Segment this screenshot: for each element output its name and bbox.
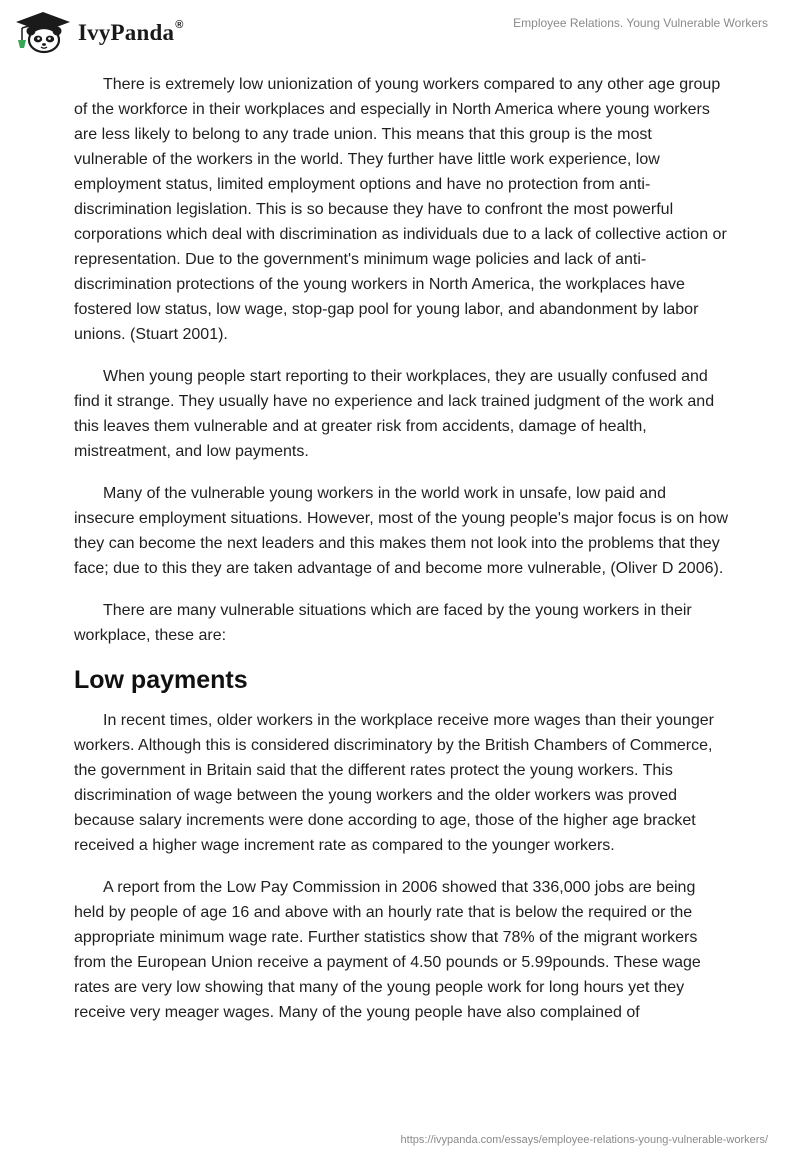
- paragraph: Many of the vulnerable young workers in the world work in unsafe, low paid and insecure employment situations. However, most of the young people's major focus is on how they can become the next leaders and this makes them not look into the problems that they face; due to this they are taken advantage of and become more vulnerable, (Oliver D 2006).: [74, 485, 729, 577]
- paragraph: A report from the Low Pay Commission in 2006 showed that 336,000 jobs are being held by people of age 16 and above with an hourly rate that is below the required or the appropriate minimum wage rate. Further statistics show that 78% of the migrant workers from the European Union receive a payment of 4.50 pounds or 5.99pounds. These wage rates are very low showing that many of the young people work for long hours yet they receive very meager wages. Many of the young people have also complained of: [74, 879, 701, 1021]
- source-url[interactable]: https://ivypanda.com/essays/employee-relations-young-vulnerable-workers/: [400, 1134, 768, 1146]
- paragraph: There is extremely low unionization of young workers compared to any other age group of the workforce in their workplaces and especially in North America where young workers are less likely to belong to any trade union. This means that this group is the most vulnerable of the workers in the world. They further have little work experience, low employment status, limited employment options and have no protection from anti-discrimination legislation. This is so because they have to confront the most powerful corporations which deal with discrimination as individuals due to a lack of collective action or representation. Due to the government's minimum wage policies and lack of anti-discrimination protections of the young workers in North America, the workplaces have fostered low status, low wage, stop-gap pool for young labor, and abandonment by labor unions. (Stuart 2001).: [74, 76, 727, 343]
- panda-graduate-icon: [14, 10, 72, 54]
- paragraph: When young people start reporting to their workplaces, they are usually confused and find it strange. They usually have no experience and lack trained judgment of the work and this leaves them vulnerable and at greater risk from accidents, damage of health, mistreatment, and low payments.: [74, 368, 715, 460]
- brand-name: IvyPanda®: [78, 18, 184, 45]
- page-header: [0, 0, 800, 66]
- document-title: Employee Relations. Young Vulnerable Workers: [513, 16, 768, 30]
- paragraph: There are many vulnerable situations which are faced by the young workers in their workplace, these are:: [74, 602, 692, 644]
- section-heading: Low payments: [74, 666, 248, 694]
- article-body: [74, 72, 730, 1042]
- ivypanda-logo[interactable]: [14, 10, 184, 54]
- paragraph: In recent times, older workers in the workplace receive more wages than their younger workers. Although this is considered discriminatory by the British Chambers of Commerce, the government in Britain said that the different rates protect the young workers. This discrimination of wage between the young workers and the older workers was proved because salary increments were done according to age, those of the higher age bracket received a higher wage increment rate as compared to the younger workers.: [74, 712, 714, 854]
